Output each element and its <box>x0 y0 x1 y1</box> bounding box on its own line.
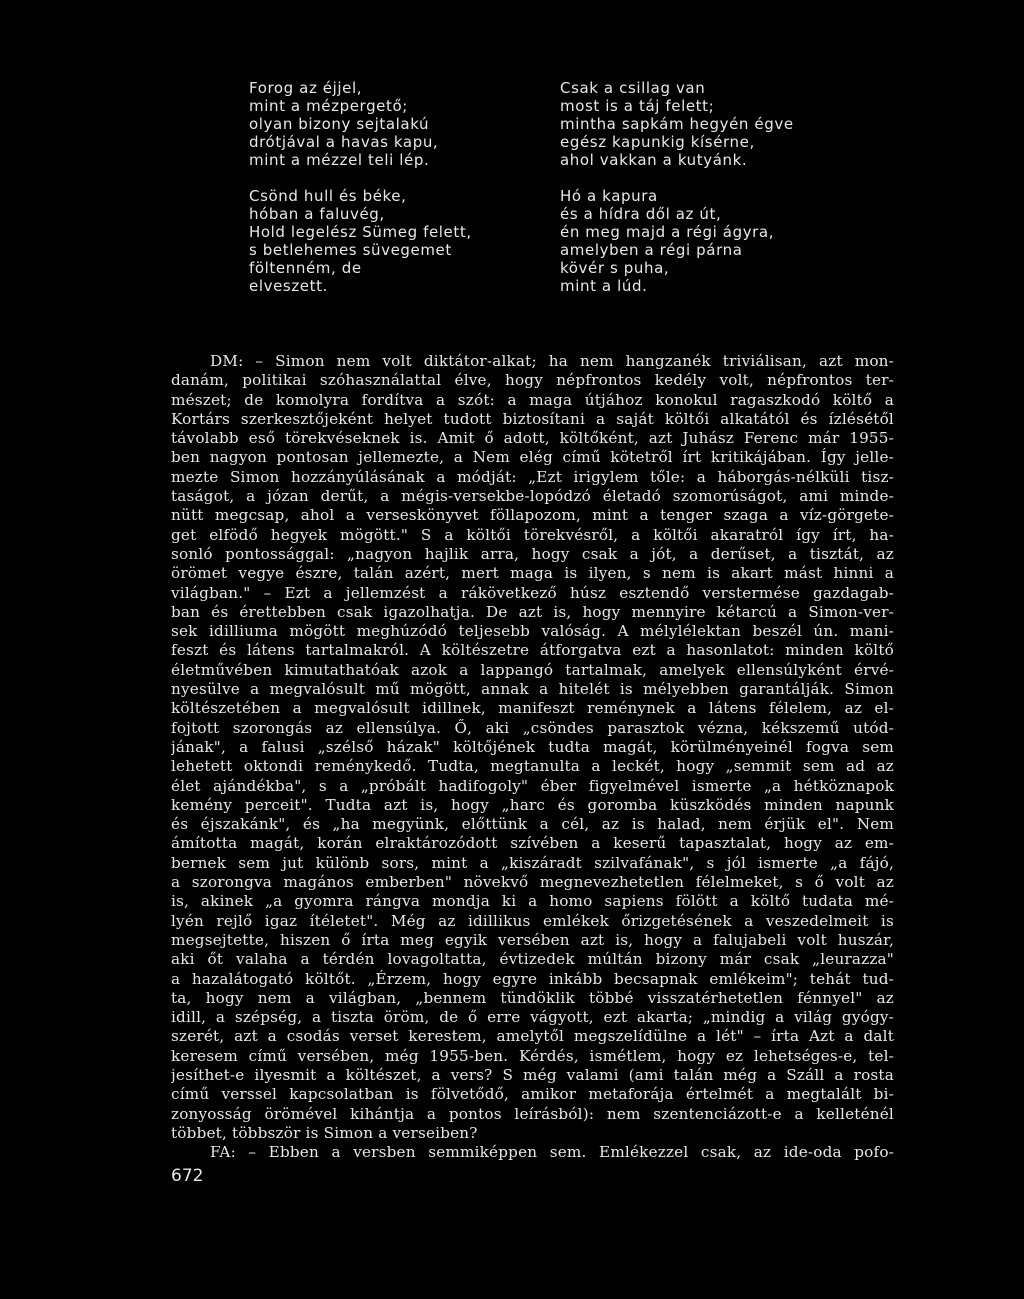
poem-line: én meg majd a régi ágyra, <box>560 223 775 241</box>
prose-line: bernek sem jut különb sors, mint a „kiszáradt szilvafának", s jól ismerte „a fájó, <box>171 853 894 872</box>
prose-line: élet ajándékba", s a „próbált hadifogoly" éber figyelmével ismerte „a hétköznapok <box>171 776 894 795</box>
prose-line: életművében kimutathatóak azok a lappangó tartalmak, amelyek ellensúlyként érvé- <box>171 660 894 679</box>
poem-line: amelyben a régi párna <box>560 241 743 259</box>
prose-line: szerét, azt a csodás verset kerestem, amelytől megszelídülne a lét" – írta Azt a dalt <box>171 1027 894 1046</box>
poem-line: föltenném, de <box>249 259 362 277</box>
prose-line: ban és érettebben csak igazolhatja. De azt is, hogy mennyire kétarcú a Simon-ver- <box>171 602 894 621</box>
poem-line: mintha sapkám hegyén égve <box>560 115 794 133</box>
poem-line: mint a mézpergető; <box>249 97 408 115</box>
poem-line: mint a mézzel teli lép. <box>249 151 430 169</box>
prose-line: get elfödő hegyek mögött." S a költői törekvésről, a költői akaratról így írt, ha- <box>171 525 894 544</box>
poem-line: mint a lúd. <box>560 277 648 295</box>
stanza-gap <box>249 169 472 187</box>
prose-line: mészet; de komolyra fordítva a szót: a maga útjához konokul ragaszkodó költő a <box>171 390 894 409</box>
prose-body <box>171 352 894 1162</box>
prose-line: fojtott szorongás az ellensúlya. Ő, aki „csöndes parasztok vézna, kékszemű utód- <box>171 718 894 737</box>
prose-line: ámította magát, korán elraktározódott szívében a keserű tapasztalat, hogy az em- <box>171 834 894 853</box>
prose-line: jának", a falusi „szélső házak" költőjének tudta magát, körülményeinél fogva sem <box>171 737 894 756</box>
prose-line: távolabb eső törekvéseknek is. Amit ő adott, költőként, azt Juhász Ferenc már 1955- <box>171 429 894 448</box>
prose-line: nyesülve a megvalósult mű mögött, annak a hitelét is mélyebben garantálják. Simon <box>171 680 894 699</box>
prose-line: aki őt valaha a térdén lovagoltatta, évtizedek múltán bizony már csak „leurazza" <box>171 950 894 969</box>
prose-line: danám, politikai szóhasználattal élve, hogy népfrontos kedély volt, népfrontos ter- <box>171 371 894 390</box>
poem-line: olyan bizony sejtalakú <box>249 115 430 133</box>
prose-line: kemény perceit". Tudta azt is, hogy „harc és goromba küszködés minden napunk <box>171 795 894 814</box>
stanza-gap <box>560 169 794 187</box>
prose-line: lyén rejlő igaz ítéletet". Még az idillikus emlékek őrizgetésének a veszedelmeit is <box>171 911 894 930</box>
prose-line: ta, hogy nem a világban, „bennem tündöklik többé visszatérhetetlen fénnyel" az <box>171 988 894 1007</box>
poem-line: Hold legelész Sümeg felett, <box>249 223 472 241</box>
prose-line: idill, a szépség, a tiszta öröm, de ő erre vágyott, ezt akarta; „mindig a világ gyógy- <box>171 1008 894 1027</box>
prose-line: költészetében a megvalósult idillnek, manifeszt reménynek a látens félelem, az el- <box>171 699 894 718</box>
prose-line: keresem című versében, még 1955-ben. Kérdés, ismétlem, hogy ez lehetséges-e, tel- <box>171 1046 894 1065</box>
prose-line: jesíthet-e ilyesmit a költészet, a vers? S még valami (ami talán még a Száll a rosta <box>171 1065 894 1084</box>
prose-line: FA: – Ebben a versben semmiképpen sem. Emlékezzel csak, az ide-oda pofo- <box>210 1143 894 1162</box>
poem-line: s betlehemes süvegemet <box>249 241 452 259</box>
prose-line: taságot, a józan derűt, a mégis-versekbe-lopódzó életadó szomorúságot, ami minde- <box>171 487 894 506</box>
poem-line: drótjával a havas kapu, <box>249 133 439 151</box>
prose-line: világban." – Ezt a jellemzést a rákövetkező húsz esztendő verstermése gazdagab- <box>171 583 894 602</box>
prose-line: örömet vegye észre, talán azért, mert maga is ilyen, s nem is akart mást hinni a <box>171 564 894 583</box>
prose-line: sek idilliuma mögött meghúzódó teljesebb valóság. A mélylélektan beszél ún. mani- <box>171 622 894 641</box>
prose-line: mezte Simon hozzányúlásának a módját: „Ezt irigylem tőle: a háborgás-nélküli tisz- <box>171 467 894 486</box>
prose-line: DM: – Simon nem volt diktátor-alkat; ha nem hangzanék triviálisan, azt mon- <box>210 352 894 370</box>
prose-line: ben nagyon pontosan jellemezte, a Nem elég című kötetről írt kritikájában. Így jelle- <box>171 448 894 467</box>
poem-line: most is a táj felett; <box>560 97 715 115</box>
poem-line: elveszett. <box>249 277 328 295</box>
poem-line: Hó a kapura <box>560 187 658 205</box>
poem-line: Forog az éjjel, <box>249 79 363 97</box>
prose-line: nütt megcsap, ahol a verseskönyvet föllapozom, mint a tenger szaga a víz-görgete- <box>171 506 894 525</box>
prose-line: zonyosság örömével kihántja a pontos leírásból): nem szentenciázott-e a kelleténél <box>171 1104 894 1123</box>
poem-line: Csönd hull és béke, <box>249 187 407 205</box>
prose-line: a hazalátogató költőt. „Érzem, hogy egyre inkább becsapnak emlékeim"; tehát tud- <box>171 969 894 988</box>
prose-line: feszt és látens tartalmakról. A költészetre átforgatva ezt a hasonlatot: minden költő <box>171 641 894 660</box>
poem-line: és a hídra dől az út, <box>560 205 722 223</box>
prose-line: és éjszakánk", és „ha megyünk, előttünk a cél, az is halad, nem érjük el". Nem <box>171 815 894 834</box>
prose-line: Kortárs szerkesztőjeként helyet tudott biztosítani a saját költői alkatától és ízlésétől <box>171 409 894 428</box>
prose-line: sonló pontossággal: „nagyon hajlik arra, hogy csak a jót, a derűset, a tisztát, az <box>171 544 894 563</box>
prose-line: című verssel kapcsolatban is fölvetődő, amikor metaforája értelmét a megtalált bi- <box>171 1085 894 1104</box>
poem-right-column <box>560 79 794 295</box>
poem-line: hóban a faluvég, <box>249 205 385 223</box>
prose-line: is, akinek „a gyomra rángva mondja ki a homo sapiens fölött a költő tudata mé- <box>171 892 894 911</box>
poem-line: Csak a csillag van <box>560 79 706 97</box>
prose-line: a szorongva magános emberben" növekvő megnevezhetetlen félelmeket, s ő volt az <box>171 873 894 892</box>
prose-line: megsejtette, hiszen ő írta meg egyik versében azt is, hogy a falujabeli volt huszár, <box>171 930 894 949</box>
prose-line: többet, többször is Simon a verseiben? <box>171 1123 478 1142</box>
poem-left-column <box>249 79 472 295</box>
poem-line: egész kapunkig kísérne, <box>560 133 755 151</box>
poem-line: kövér s puha, <box>560 259 670 277</box>
poem-line: ahol vakkan a kutyánk. <box>560 151 748 169</box>
prose-line: lehetett oktondi reménykedő. Tudta, megtanulta a leckét, hogy „semmit sem ad az <box>171 757 894 776</box>
page-number: 672 <box>171 1166 204 1186</box>
